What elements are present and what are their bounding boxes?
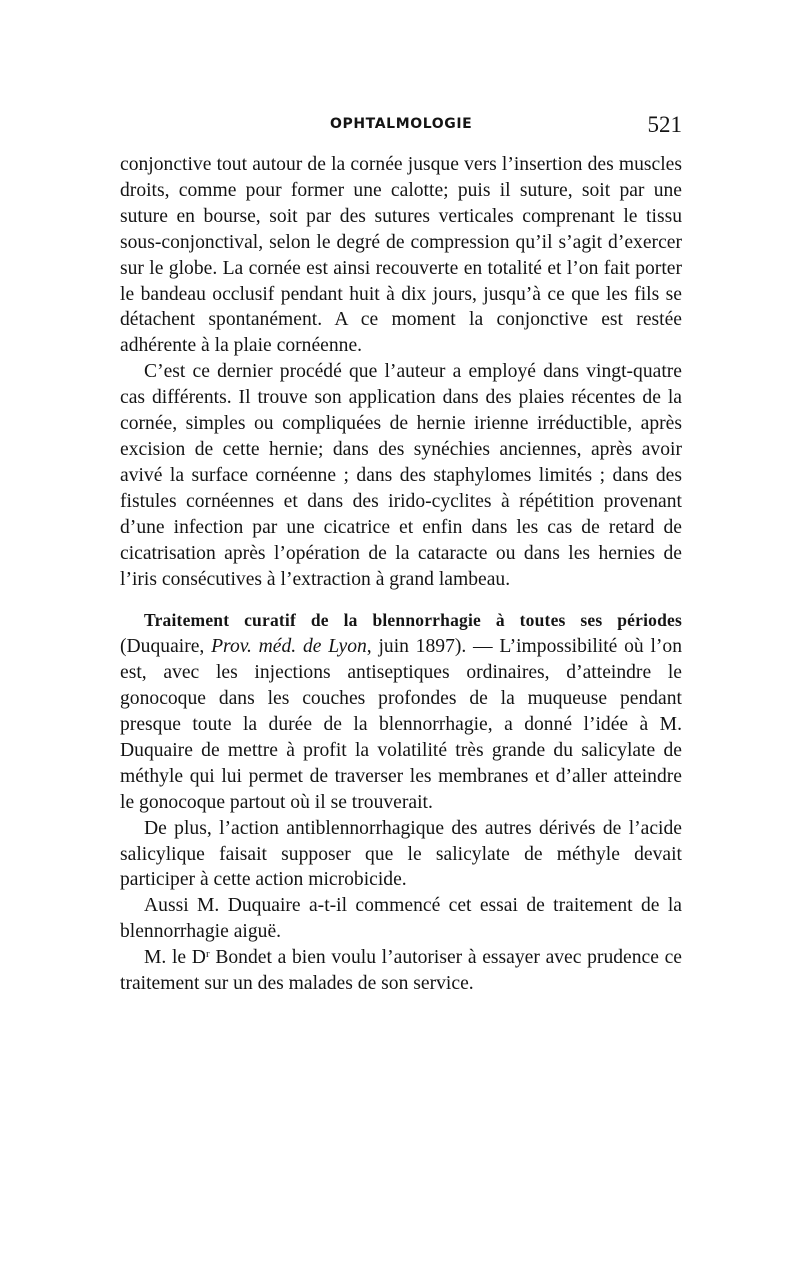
doctor-superscript: r <box>205 948 210 961</box>
citation-rest: , juin 1897). — <box>366 636 500 658</box>
body-text <box>120 152 682 997</box>
section-heading: Traitement curatif de la blennorrhagie à toutes ses périodes <box>144 610 682 631</box>
bondet-after: Bondet a bien voulu l’autoriser à essayer avec prudence ce traitement sur un des malades de son service. <box>120 947 682 995</box>
paragraph-salicylic: De plus, l’action antiblennorrhagique des autres dérivés de l’acide salicylique faisait supposer que le salicylate de méthyle devait participer à cette action microbicide. <box>120 817 682 891</box>
paragraph-author-procedure: C’est ce dernier procédé que l’auteur a employé dans vingt-quatre cas différents. Il trouve son application dans des plaies récentes de la cornée, simples ou compliquées de hernie irienne irréductible, après excision de cette hernie; dans des synéchies anciennes, après avoir avivé la surface cornéenne ; dans des staphylomes limités ; dans des fistules cornéennes et dans des irido-cyclites à répétition provenant d’une infection par une cicatrice et enfin dans les cas de retard de cicatrisation après l’opération de la cataracte ou dans les hernies de l’iris consécutives à l’extraction à grand lambeau. <box>120 361 682 590</box>
paragraph-section-intro <box>120 608 682 815</box>
citation-open: (Duquaire, <box>120 636 212 658</box>
paragraph-trial: Aussi M. Duquaire a-t-il commencé cet essai de traitement de la blennorrhagie aiguë. <box>120 895 682 943</box>
paragraph-continued: conjonctive tout autour de la cornée jusque vers l’insertion des muscles droits, comme pour former une calotte; puis il suture, soit par une suture en bourse, soit par des sutures verticales comprenant le tissu sous-conjonctival, selon le degré de compression qu’il s’agit d’exercer sur le globe. La cornée est ainsi recouverte en totalité et l’on fait porter le bandeau occlusif pendant huit à dix jours, jusqu’à ce que les fils se détachent spontanément. A ce moment la conjonctive est restée adhérente à la plaie cornéenne. <box>120 154 682 357</box>
citation-journal: Prov. méd. de Lyon <box>211 636 367 658</box>
running-head-title: OPHTALMOLOGIE <box>330 116 473 132</box>
bondet-before: M. le D <box>144 947 206 969</box>
page-number: 521 <box>647 112 682 137</box>
section-intro-text: L’impossibilité où l’on est, avec les injections antiseptiques ordinaires, d’atteindre le gonocoque dans les couches profondes de la muqueuse pendant presque toute la durée de la blennorrhagie, a donné l’idée à M. Duquaire de mettre à profit la volatilité très grande du salicylate de méthyle qui lui permet de traverser les membranes et d’aller atteindre le gonocoque partout où il se trouverait. <box>120 636 683 813</box>
section-spacer <box>120 592 682 608</box>
paragraph-bondet <box>120 945 682 997</box>
running-head <box>120 114 682 140</box>
